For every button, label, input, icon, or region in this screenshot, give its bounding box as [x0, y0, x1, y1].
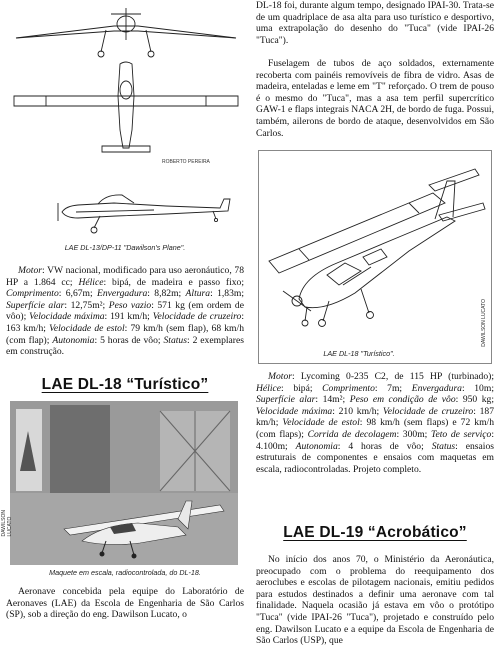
spec-item: Superfície alar: 14m²;: [256, 394, 350, 406]
spec-item: Velocidade máxima: 191 km/h;: [29, 311, 153, 323]
spec-item: Velocidade de estol: 79 km/h (sem flap), 68 km/h (com flap);: [6, 322, 244, 346]
photo-caption: Maquete em escala, radiocontrolada, do DL-18.: [49, 568, 201, 577]
dl19-section-title: LAE DL-19 “Acrobático”: [283, 524, 467, 541]
dl18-section-title: LAE DL-18 “Turístico”: [41, 376, 209, 393]
dl18-model-photo: [10, 401, 238, 565]
spec-item: Autonomia: 5 horas de vôo;: [52, 334, 164, 346]
spec-item: Superfície alar: 12,75m²;: [6, 299, 109, 311]
spec-item: Peso em condição de vôo: 950 kg;: [349, 394, 494, 406]
dl13-caption: LAE DL-13/DP-11 "Dawilson's Plane".: [64, 243, 186, 252]
spec-item: Velocidade de cruzeiro: 187 km/h;: [256, 405, 494, 429]
spec-item: Autonomia: 4 horas de vôo;: [295, 440, 432, 452]
spec-item: Status: 2 exemplares em construção.: [6, 334, 244, 358]
spec-item: Motor: VW nacional, modificado para uso aeronáutico, 78 HP a 1.864 cc;: [6, 265, 244, 288]
dl19-intro-paragraph: No início dos anos 70, o Ministério da Aeronáutica, preocupado com o problema do reequipamento dos aeroclubes e escolas de pilotagem nacionais, emitiu pedidos para estudos destinados a definir uma aeronave com tal finalidade. Naquela ocasião já estava em vôo o protótipo "Tuca" (vide IPAI-26 "Tuca"), projetado e construído pelo eng. Dawilson Lucato e a equipe da Escola de Engenharia de São Carlos (USP), que: [256, 554, 494, 647]
dl13-specs: [6, 265, 244, 358]
dl18-intro-paragraph: Aeronave concebida pela equipe do Laboratório de Aeronaves (LAE) da Escola de Engenharia de São Carlos (SP), sob a direção do eng. Dawilson Lucato, o: [6, 586, 244, 621]
spec-item: Comprimento: 7m;: [322, 382, 412, 394]
dl18-drawing-credit: DAWILSON LUCATO: [481, 299, 487, 347]
spec-item: Velocidade de cruzeiro: 163 km/h;: [6, 311, 244, 334]
dl18-perspective-drawing: [259, 151, 491, 351]
spec-item: Velocidade máxima: 210 km/h;: [256, 405, 383, 417]
spec-item: Velocidade de estol: 98 km/h (sem flaps) e 72 km/h (com flaps);: [256, 417, 494, 440]
dl18-caption: LAE DL-18 "Turístico".: [323, 349, 395, 358]
spec-item: Motor: Lycoming 0-235 C2, de 115 HP (turbinado);: [268, 371, 494, 382]
dl18-drawing-box: [258, 150, 492, 364]
dl13-three-view-drawing: [6, 0, 244, 240]
spec-item: Teto de serviço: 4.100m;: [256, 428, 494, 452]
spec-item: Status: ensaios estruturais de componentes e ensaios com maquetas em escala, radiocontroladas. Projeto completo.: [256, 440, 494, 475]
drawing-credit: ROBERTO PEREIRA: [162, 159, 210, 165]
spec-item: Comprimento: 6,67m;: [6, 288, 98, 300]
spec-item: Envergadura: 8,82m;: [97, 288, 186, 300]
spec-item: Corrida de decolagem: 300m;: [307, 428, 432, 440]
spec-item: Hélice: bipá, de madeira e passo fixo;: [78, 276, 244, 288]
dl18-paragraph-2: Fuselagem de tubos de aço soldados, externamente recoberta com painéis removíveis de fibra de vidro. Asas de madeira, enteladas e leme em "T" reforçado. O trem de pouso é o mesmo do "Tuca", mas a asa tem perfil supercrítico GAW-1 e flaps integrais NACA 2H, de bordo de fuga. Possui, também, ailerons de bordo de ataque, desenvolvidos em São Carlos.: [256, 58, 494, 139]
dl18-paragraph-1: DL-18 foi, durante algum tempo, designado IPAI-30. Trata-se de um quadriplace de asa alta para uso turístico e desportivo, uma extrapolação do desenho do "Tuca" (vide IPAI-26 "Tuca").: [256, 0, 494, 46]
spec-item: Peso vazio: 571 kg (em ordem de vôo);: [6, 299, 244, 323]
photo-credit: DAWILSON LUCATO: [1, 510, 13, 537]
dl18-specs: [256, 371, 494, 475]
spec-item: Envergadura: 10m;: [411, 382, 494, 394]
spec-item: Altura: 1,83m;: [185, 288, 244, 300]
spec-item: Hélice: bipá;: [256, 382, 323, 394]
